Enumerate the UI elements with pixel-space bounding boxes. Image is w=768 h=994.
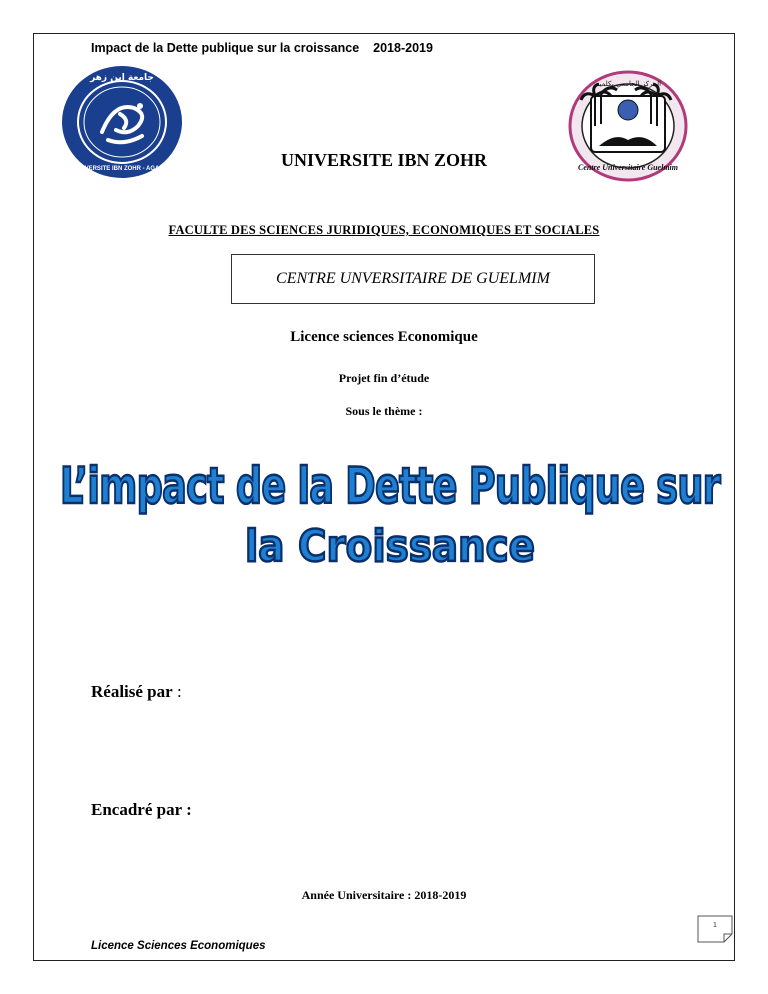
center-name-box [231, 254, 595, 304]
project-label: Projet fin d’étude [338, 371, 430, 385]
university-name: UNIVERSITE IBN ZOHR [280, 150, 488, 170]
degree-label: Licence sciences Economique [290, 329, 478, 345]
header-year: 2018-2019 [373, 41, 433, 55]
author-label-colon: : [172, 682, 182, 701]
center-name: CENTRE UNVERSITAIRE DE GUELMIM [276, 270, 550, 287]
academic-year: Année Universitaire : 2018-2019 [301, 888, 467, 902]
supervisor-label: Encadré par : [91, 800, 192, 819]
main-title-line-1: L’impact de la Dette Publique sur [60, 457, 721, 515]
page-number-badge [697, 915, 733, 943]
page-number: 1 [713, 922, 717, 929]
faculty-name: FACULTE DES SCIENCES JURIDIQUES, ECONOMIQUES ET SOCIALES [168, 223, 600, 237]
ibn-zohr-logo-ring-text: UNIVERSITE IBN ZOHR - AGADIR [74, 166, 170, 172]
main-title-line-2: la Croissance [245, 521, 535, 572]
running-header [91, 41, 433, 55]
running-footer: Licence Sciences Economiques [91, 940, 266, 952]
guelmim-logo-ring-text: Centre Universitaire Guelmim [578, 163, 678, 172]
author-label [91, 682, 182, 702]
ibn-zohr-logo-arabic: جامعة ابن زهر [90, 73, 154, 83]
theme-label: Sous le thème : [345, 404, 423, 418]
header-title: Impact de la Dette publique sur la croissance [91, 41, 360, 55]
author-label-text: Réalisé par [91, 682, 173, 701]
guelmim-logo-arabic: المركز الجامعي بكلميم [594, 80, 662, 88]
main-title [40, 445, 740, 575]
